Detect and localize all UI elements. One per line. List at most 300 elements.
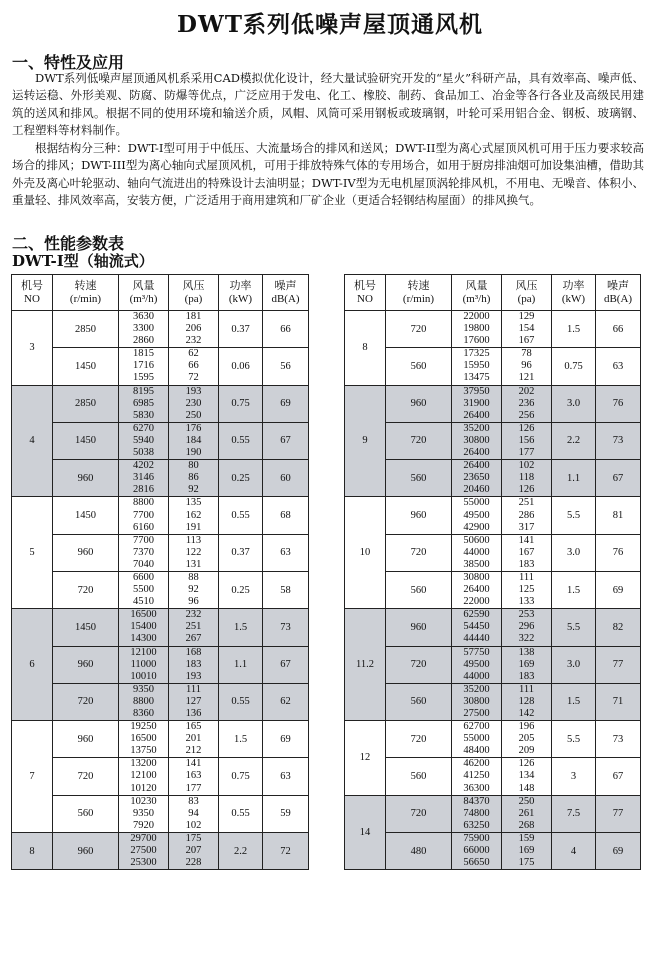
header-power-line: 功率 [229,279,252,292]
pressure-cell [169,534,219,571]
air-flow-value: 57750 [463,646,490,658]
air-flow-value: 66000 [463,845,490,857]
speed-cell: 960 [386,385,452,422]
table-row [12,795,309,832]
power-cell: 1.5 [219,721,263,758]
pressure-value: 168 [185,646,202,658]
header-power [219,275,263,311]
pressure-value: 250 [518,795,535,807]
header-machine-no-line: NO [357,292,373,305]
pressure-value: 209 [518,745,535,757]
air-flow-cell [119,348,169,385]
pressure-value: 167 [518,335,535,347]
air-flow-cell [119,721,169,758]
air-flow-value: 1815 [133,348,154,360]
noise-cell: 77 [596,646,641,683]
noise-cell: 56 [263,348,309,385]
pressure-value: 118 [518,472,535,484]
pressure-value: 250 [185,409,202,421]
header-speed-line: (r/min) [402,292,435,305]
air-flow-cell [452,795,502,832]
pressure-value: 92 [188,484,199,496]
pressure-value: 181 [185,311,202,322]
pressure-value: 190 [185,447,202,459]
noise-cell: 60 [263,460,309,497]
pressure-cell [169,721,219,758]
pressure-cell [502,460,552,497]
header-speed-line: 转速 [74,279,97,292]
noise-cell: 69 [263,721,309,758]
pressure-cell [502,721,552,758]
speed-cell: 960 [53,832,119,869]
pressure-value: 126 [518,422,535,434]
speed-cell: 720 [386,795,452,832]
air-flow-value: 2816 [133,484,154,496]
air-flow-value: 31900 [463,397,490,409]
speed-cell: 720 [53,571,119,608]
air-flow-value: 3146 [133,472,154,484]
table-row [345,795,641,832]
air-flow-cell [452,758,502,795]
noise-cell: 67 [596,758,641,795]
header-speed [53,275,119,311]
air-flow-cell [119,832,169,869]
pressure-cell [502,683,552,720]
air-flow-value: 10120 [130,782,157,794]
air-flow-cell [452,571,502,608]
header-pressure-line: (pa) [517,292,536,305]
air-flow-cell [119,571,169,608]
air-flow-value: 1716 [133,360,154,372]
air-flow-value: 26400 [463,460,490,472]
pressure-value: 111 [519,683,534,695]
air-flow-cell [452,311,502,348]
air-flow-value: 63250 [463,819,490,831]
header-machine-no [345,275,386,311]
air-flow-value: 30800 [463,434,490,446]
air-flow-value: 7700 [133,534,154,546]
noise-cell: 73 [596,422,641,459]
header-noise [596,275,641,311]
header-air-flow [119,275,169,311]
pressure-value: 96 [188,596,199,608]
speed-cell: 2850 [53,311,119,348]
noise-cell: 63 [263,758,309,795]
header-noise-line: dB(A) [603,292,633,305]
air-flow-value: 4510 [133,596,154,608]
speed-cell: 960 [386,497,452,534]
pressure-cell [169,311,219,348]
air-flow-cell [119,609,169,646]
air-flow-cell [452,348,502,385]
header-pressure-line: 风压 [515,279,538,292]
pressure-value: 165 [185,721,202,733]
table-row [345,609,641,646]
pressure-value: 176 [185,422,202,434]
air-flow-value: 55000 [463,497,490,509]
table-row [12,534,309,571]
pressure-value: 191 [185,521,202,533]
noise-cell: 69 [263,385,309,422]
air-flow-value: 7040 [133,558,154,570]
air-flow-cell [119,646,169,683]
air-flow-cell [119,385,169,422]
machine-no-cell: 4 [12,385,53,497]
air-flow-value: 4202 [133,460,154,472]
pressure-value: 72 [188,372,199,384]
pressure-value: 175 [185,832,202,844]
speed-cell: 960 [386,609,452,646]
air-flow-value: 13475 [463,372,490,384]
air-flow-value: 55000 [463,733,490,745]
table-row [12,758,309,795]
speed-cell: 1450 [53,422,119,459]
pressure-cell [169,571,219,608]
power-cell: 5.5 [552,721,596,758]
pressure-value: 230 [185,397,202,409]
pressure-cell [502,832,552,869]
power-cell: 2.2 [552,422,596,459]
air-flow-value: 13750 [130,745,157,757]
speed-cell: 1450 [53,609,119,646]
pressure-value: 206 [185,323,202,335]
air-flow-value: 25300 [130,857,157,869]
air-flow-value: 49500 [463,658,490,670]
table-row [12,609,309,646]
speed-cell: 560 [386,758,452,795]
pressure-cell [502,497,552,534]
noise-cell: 76 [596,534,641,571]
air-flow-value: 16500 [130,733,157,745]
pressure-value: 92 [188,584,199,596]
power-cell: 0.55 [219,497,263,534]
header-speed-line: (r/min) [69,292,102,305]
header-power-line: (kW) [561,292,586,305]
speed-cell: 720 [386,721,452,758]
header-pressure [169,275,219,311]
power-cell: 3.0 [552,385,596,422]
machine-no-cell: 8 [12,832,53,869]
noise-cell: 63 [596,348,641,385]
air-flow-cell [119,311,169,348]
section-heading-parameters: 二、性能参数表 [12,234,125,253]
pressure-value: 133 [518,596,535,608]
pressure-value: 177 [185,782,202,794]
header-power [552,275,596,311]
pressure-cell [502,311,552,348]
speed-cell: 720 [386,311,452,348]
header-speed [386,275,452,311]
air-flow-cell [119,460,169,497]
table-row [345,646,641,683]
header-machine-no-line: 机号 [21,279,43,292]
power-cell: 0.55 [219,422,263,459]
pressure-value: 169 [518,845,535,857]
noise-cell: 67 [263,422,309,459]
power-cell: 4 [552,832,596,869]
pressure-cell [169,348,219,385]
air-flow-value: 37950 [463,385,490,397]
pressure-value: 136 [185,708,202,719]
pressure-cell [502,534,552,571]
header-machine-no [12,275,53,311]
power-cell: 0.75 [552,348,596,385]
pressure-value: 256 [518,409,535,421]
pressure-value: 193 [185,670,202,682]
header-noise-line: 噪声 [607,279,629,292]
air-flow-value: 7370 [133,546,154,558]
pressure-value: 236 [518,397,535,409]
header-machine-no-line: NO [24,292,40,305]
speed-cell: 960 [53,460,119,497]
pressure-value: 62 [188,348,199,360]
air-flow-value: 6160 [133,521,154,533]
table-row [345,422,641,459]
power-cell: 1.1 [219,646,263,683]
table-row [345,497,641,534]
air-flow-cell [452,721,502,758]
power-cell: 5.5 [552,497,596,534]
power-cell: 0.25 [219,571,263,608]
noise-cell: 66 [263,311,309,348]
pressure-value: 131 [185,558,202,570]
air-flow-value: 12100 [130,646,157,658]
power-cell: 3.0 [552,534,596,571]
header-noise-line: dB(A) [271,292,300,305]
noise-cell: 82 [596,609,641,646]
machine-no-cell: 8 [345,311,386,386]
power-cell: 0.75 [219,385,263,422]
header-speed-line: 转速 [407,279,430,292]
pressure-value: 183 [518,670,535,682]
air-flow-value: 10010 [130,670,157,682]
speed-cell: 960 [53,646,119,683]
air-flow-value: 26400 [463,584,490,596]
machine-no-cell: 5 [12,497,53,609]
air-flow-value: 46200 [463,758,490,770]
pressure-cell [169,385,219,422]
pressure-value: 169 [518,658,535,670]
table-row [12,385,309,422]
power-cell: 1.5 [552,311,596,348]
noise-cell: 58 [263,571,309,608]
air-flow-cell [452,609,502,646]
table-row [345,385,641,422]
header-noise-line: 噪声 [274,279,297,292]
page-title: DWT系列低噪声屋顶通风机 [177,11,483,38]
header-air-flow-line: (m³/h) [462,292,491,305]
speed-cell: 720 [386,422,452,459]
machine-no-cell: 12 [345,721,386,796]
air-flow-value: 7700 [133,509,154,521]
air-flow-value: 27500 [463,708,490,719]
air-flow-value: 54450 [463,621,490,633]
pressure-value: 121 [518,372,535,384]
air-flow-value: 11000 [130,658,157,670]
speed-cell: 720 [53,758,119,795]
pressure-value: 202 [518,385,535,397]
pressure-value: 317 [518,521,535,533]
pressure-value: 267 [185,633,202,645]
pressure-cell [169,832,219,869]
table-row [12,348,309,385]
pressure-value: 156 [518,434,535,446]
table-row [345,348,641,385]
pressure-value: 201 [185,733,202,745]
air-flow-cell [452,422,502,459]
air-flow-value: 12100 [130,770,157,782]
air-flow-value: 36300 [463,782,490,794]
air-flow-value: 1595 [133,372,154,384]
air-flow-value: 22000 [463,596,490,608]
air-flow-value: 26400 [463,409,490,421]
table-row [345,758,641,795]
power-cell: 0.06 [219,348,263,385]
pressure-value: 125 [518,584,535,596]
air-flow-value: 17600 [463,335,490,347]
performance-table-left [11,274,309,870]
pressure-value: 128 [518,695,535,707]
noise-cell: 72 [263,832,309,869]
table-row [345,460,641,497]
table-row [12,683,309,720]
power-cell: 1.5 [219,609,263,646]
power-cell: 0.37 [219,534,263,571]
pressure-cell [169,646,219,683]
air-flow-value: 3630 [133,311,154,322]
air-flow-cell [119,758,169,795]
pressure-value: 322 [518,633,535,645]
air-flow-value: 50600 [463,534,490,546]
air-flow-value: 49500 [463,509,490,521]
pressure-value: 232 [185,335,202,347]
pressure-value: 94 [188,807,199,819]
air-flow-cell [119,795,169,832]
power-cell: 0.55 [219,795,263,832]
air-flow-value: 15400 [130,621,157,633]
air-flow-value: 3300 [133,323,154,335]
air-flow-value: 8360 [133,708,154,719]
air-flow-cell [452,683,502,720]
power-cell: 3.0 [552,646,596,683]
pressure-cell [502,646,552,683]
air-flow-value: 14300 [130,633,157,645]
air-flow-cell [119,534,169,571]
pressure-cell [502,385,552,422]
pressure-value: 135 [185,497,202,509]
features-paragraph-2: 根据结构分三种：DWT-I型可用于中低压、大流量场合的排风和送风；DWT-II型为离心式屋顶风机可用于压力要求较高场合的排风；DWT-III型为离心轴向式屋顶风机，可用于排放特殊气体的专用场合，如用于厨房排油烟可加设集油槽，借助其外壳及离心叶轮驱动、轴向气流进出的特殊设计去油明显；DWT-IV型为无电机屋顶涡轮排风机，不用电、无噪音、体积小、重量轻、排风效率高，安装方便，广泛适用于商用建筑和厂矿企业（更适合轻钢结构屋面）的排风换气。 [12,141,644,207]
air-flow-value: 44440 [463,633,490,645]
speed-cell: 480 [386,832,452,869]
noise-cell: 73 [263,609,309,646]
noise-cell: 81 [596,497,641,534]
pressure-value: 96 [521,360,532,372]
pressure-value: 183 [185,658,202,670]
power-cell: 0.55 [219,683,263,720]
speed-cell: 720 [386,646,452,683]
air-flow-value: 84370 [463,795,490,807]
air-flow-value: 30800 [463,571,490,583]
table-row [345,534,641,571]
pressure-cell [502,348,552,385]
air-flow-value: 17325 [463,348,490,360]
table-row [12,460,309,497]
air-flow-value: 26400 [463,447,490,459]
air-flow-value: 5940 [133,434,154,446]
pressure-value: 126 [518,758,535,770]
pressure-value: 141 [185,758,202,770]
pressure-cell [169,422,219,459]
header-machine-no-line: 机号 [354,279,376,292]
pressure-value: 163 [185,770,202,782]
pressure-cell [502,795,552,832]
pressure-value: 127 [185,695,202,707]
pressure-cell [169,609,219,646]
air-flow-value: 8800 [133,497,154,509]
speed-cell: 560 [386,571,452,608]
air-flow-value: 5500 [133,584,154,596]
pressure-cell [169,460,219,497]
air-flow-value: 10230 [130,795,157,807]
pressure-value: 162 [185,509,202,521]
air-flow-cell [452,832,502,869]
air-flow-value: 75900 [463,832,490,844]
air-flow-cell [452,385,502,422]
machine-no-cell: 6 [12,609,53,721]
speed-cell: 720 [53,683,119,720]
header-air-flow-line: (m³/h) [129,292,158,305]
header-pressure-line: (pa) [184,292,203,305]
pressure-value: 66 [188,360,199,372]
noise-cell: 59 [263,795,309,832]
power-cell: 1.5 [552,571,596,608]
air-flow-value: 9350 [133,683,154,695]
table-row [345,832,641,869]
pressure-value: 126 [518,484,535,496]
air-flow-value: 48400 [463,745,490,757]
table-row [345,721,641,758]
air-flow-value: 16500 [130,609,157,621]
speed-cell: 1450 [53,497,119,534]
pressure-value: 138 [518,646,535,658]
pressure-value: 184 [185,434,202,446]
pressure-value: 296 [518,621,535,633]
pressure-value: 268 [518,819,535,831]
pressure-value: 251 [518,497,535,509]
noise-cell: 63 [263,534,309,571]
pressure-value: 111 [186,683,201,695]
pressure-value: 253 [518,609,535,621]
air-flow-value: 6600 [133,571,154,583]
air-flow-value: 30800 [463,695,490,707]
pressure-value: 102 [185,819,202,831]
pressure-value: 286 [518,509,535,521]
pressure-value: 86 [188,472,199,484]
header-pressure-line: 风压 [182,279,205,292]
pressure-value: 142 [518,708,535,719]
air-flow-cell [119,683,169,720]
air-flow-cell [119,422,169,459]
air-flow-cell [452,497,502,534]
table-row [12,832,309,869]
pressure-value: 167 [518,546,535,558]
air-flow-value: 2860 [133,335,154,347]
speed-cell: 560 [386,683,452,720]
air-flow-value: 23650 [463,472,490,484]
power-cell: 0.25 [219,460,263,497]
pressure-value: 83 [188,795,199,807]
pressure-value: 102 [518,460,535,472]
